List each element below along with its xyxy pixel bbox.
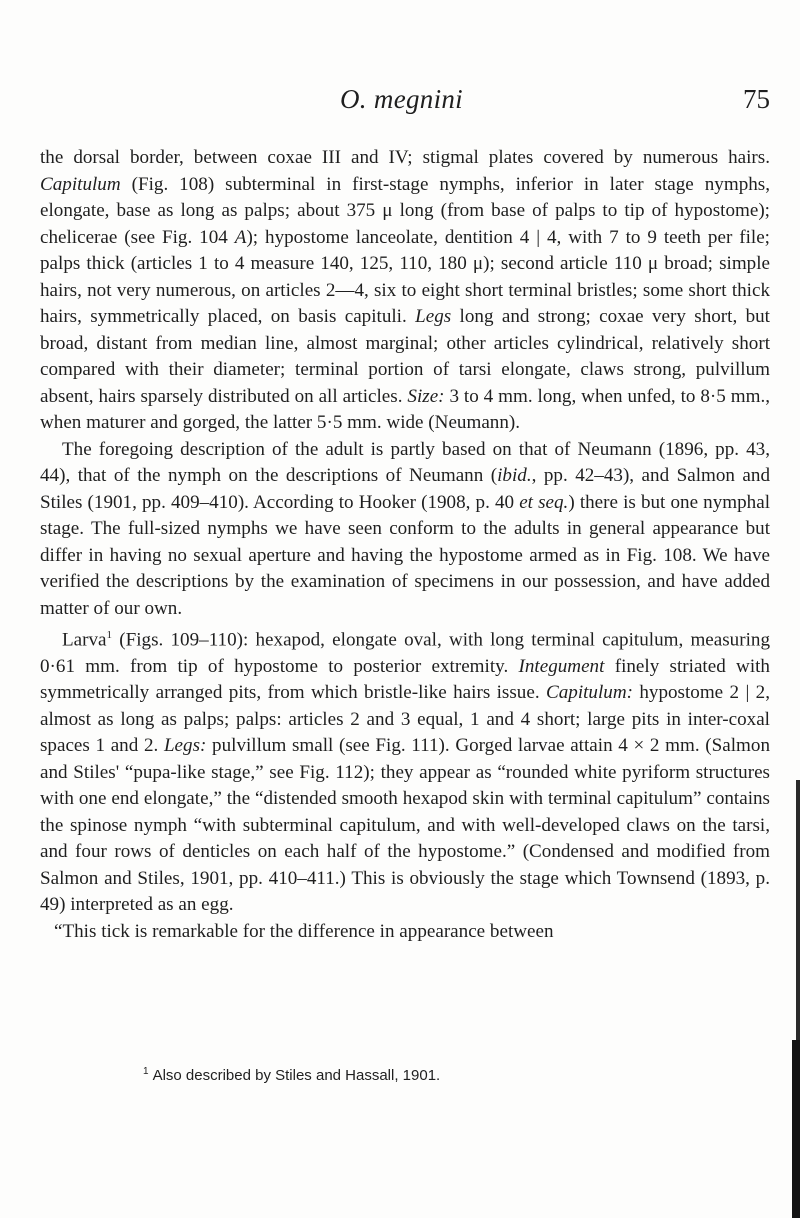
figure-ref-letter: A <box>234 226 247 248</box>
term-capitulum: Capitulum <box>40 173 121 195</box>
running-title: O. megnini <box>340 84 463 114</box>
text-run: (Fig. 108) subterminal in first-stage nymphs, inferior in later stage nymphs, elongate, base as long as palps; about 375 μ long (from base of palps to tip of hypostome); chelicerae (see Fig. 104 <box>40 173 770 248</box>
page-header <box>340 84 770 124</box>
term-et-seq: et seq. <box>519 491 569 513</box>
text-run: long and strong; coxae very short, but broad, distant from median line, almost marginal; other articles cylindrical, relatively short compared with their diameter; terminal portion of tarsi elongate, claws strong, pulvillum absent, hairs sparsely distributed on all articles. <box>40 306 770 407</box>
term-legs: Legs <box>415 306 452 327</box>
text-run: hypostome 2 | 2, almost as long as palps; palps: articles 2 and 3 equal, 1 and 4 short; large pits in inter-coxal spaces 1 and 2. <box>40 682 770 757</box>
term-size: Size: <box>407 385 445 407</box>
text-run: The foregoing description of the adult is partly based on that of Neumann (1896, pp. 43, 44), that of the nymph on the descriptions of Neumann ( <box>40 438 770 486</box>
term-capitulum: Capitulum: <box>545 682 633 704</box>
body-text <box>40 145 770 945</box>
text-run: ) there is but one nymphal stage. The full-sized nymphs we have seen conform to the adults in general appearance but differ in having no sexual aperture and having the hypostome armed as in Fig. 108. We have verified the descriptions by the examination of specimens in our possession, and have added matter of our own. <box>40 491 770 619</box>
term-integument: Integument <box>518 655 605 677</box>
text-run: 3 to 4 mm. long, when unfed, to 8·5 mm., when maturer and gorged, the latter 5·5 mm. wide (Neumann). <box>40 385 770 433</box>
text-run: finely striated with symmetrically arranged pits, from which bristle-like hairs issue. <box>40 655 770 704</box>
term-legs: Legs: <box>163 735 207 757</box>
text-run: pulvillum small (see Fig. 111). Gorged larvae attain 4 × 2 mm. (Salmon and Stiles' “pupa-like stage,” see Fig. 112); they appear as “rounded white pyriform structures with one end elongate,” the “distended smooth hexapod skin with terminal capitulum” contains the spinose nymph “with subterminal capitulum, and with well-developed claws on the tarsi, and four rows of denticles on each half of the hypostome.” (Condensed and modified from Salmon and Stiles, 1901, pp. 410–411.) This is obviously the stage which Townsend (1893, p. 49) interpreted as an egg. <box>40 735 770 916</box>
paragraph-adult-description <box>40 145 770 437</box>
paragraph-sources <box>40 437 770 623</box>
footnote-number: 1 <box>143 1066 149 1077</box>
text-run: the dorsal border, between coxae III and IV; stigmal plates covered by numerous hairs. <box>40 147 770 168</box>
footnote-text: Also described by Stiles and Hassall, 1901. <box>152 1067 441 1084</box>
text-run: (Figs. 109–110): hexapod, elongate oval, with long terminal capitulum, measuring 0·61 mm. from tip of hypostome to posterior extremity. <box>40 629 770 677</box>
text-run: , pp. 42–43), and Salmon and Stiles (1901, pp. 409–410). According to Hooker (1908, p. 40 <box>40 465 770 513</box>
footnote-marker: 1 <box>106 629 113 641</box>
page-number: 75 <box>743 84 770 114</box>
text-run: ); hypostome lanceolate, dentition 4 | 4, with 7 to 9 teeth per file; palps thick (articles 1 to 4 measure 140, 125, 110, 180 μ); second article 110 μ broad; simple hairs, not very numerous, on articles 2—4, six to eight short terminal bristles; some short thick hairs, symmetrically placed, on basis capituli. <box>40 226 770 327</box>
page-edge-shadow-dark <box>792 1040 800 1218</box>
paragraph-quote-start: “This tick is remarkable for the difference in appearance between <box>54 920 554 942</box>
term-larva: Larva <box>62 629 107 651</box>
term-ibid: ibid. <box>497 465 532 486</box>
paragraph-larva <box>40 622 770 919</box>
footnote <box>143 1066 440 1084</box>
